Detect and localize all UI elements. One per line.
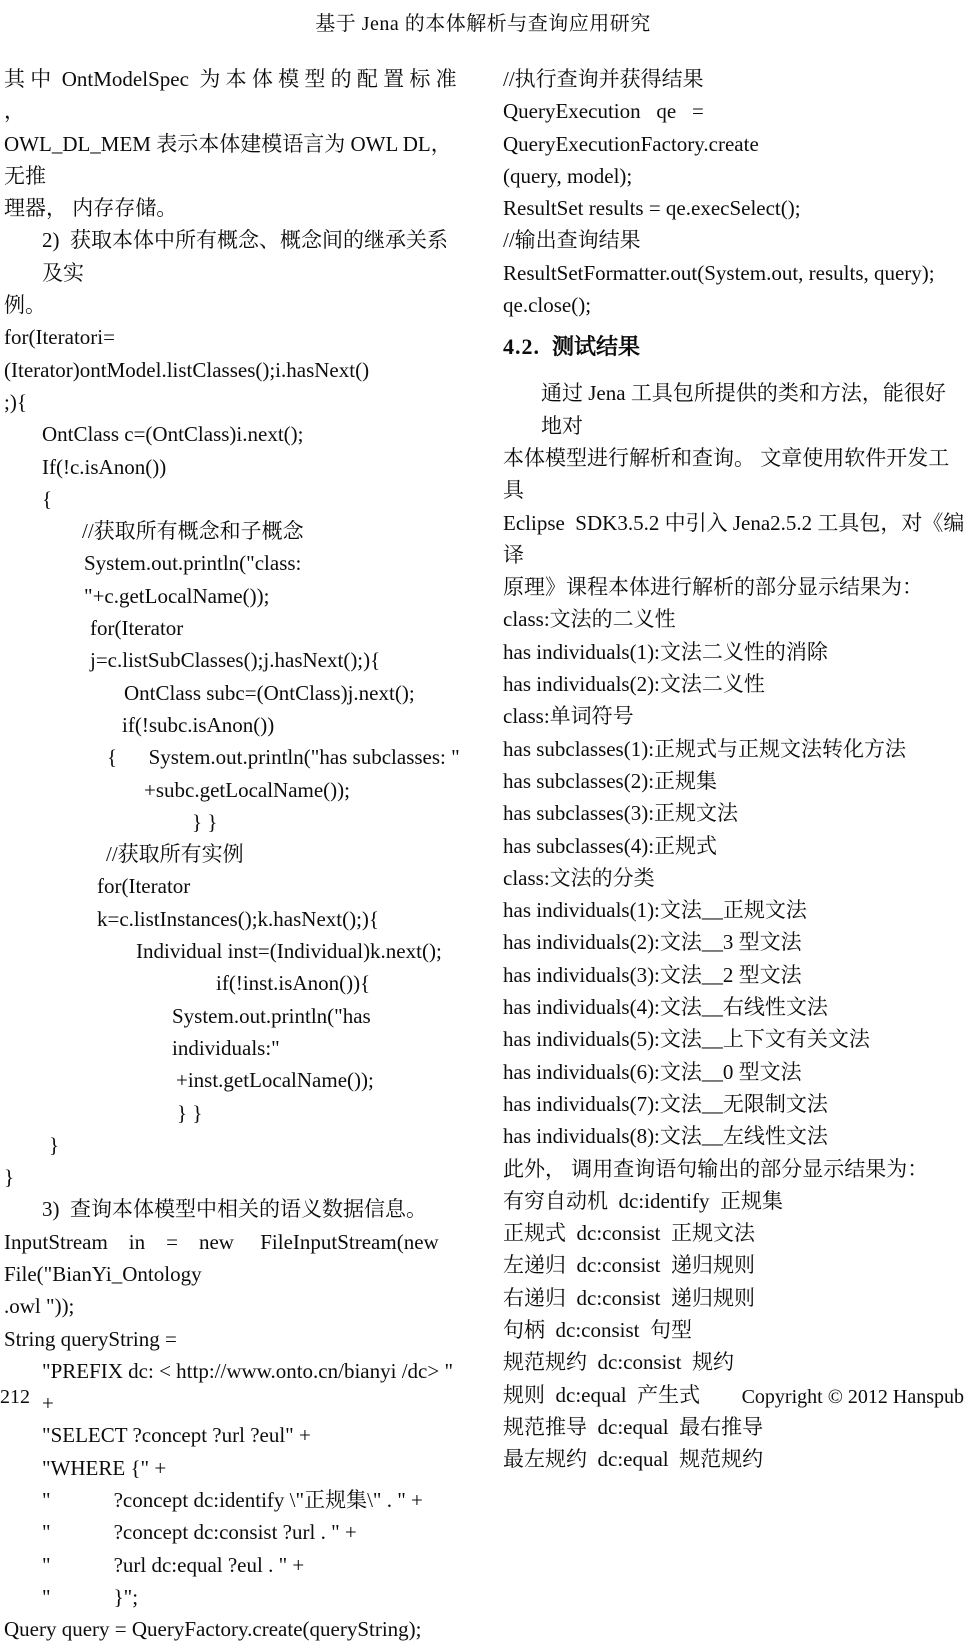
text-line: } } [177,1100,203,1125]
text-line: //执行查询并获得结果 [503,67,704,91]
text-line: { System.out.println("has subclasses: " [107,745,460,770]
text-line: has individuals(5):文法__上下文有关文法 [503,1027,870,1052]
text-line: Query query = QueryFactory.create(queryString); [4,1617,422,1642]
text-line: has individuals(2):文法__3 型文法 [503,930,802,955]
text-line: class:文法的分类 [503,865,655,890]
text-line: } [4,1165,15,1190]
text-line: has subclasses(3):正规文法 [503,801,739,826]
text-line: OntClass subc=(OntClass)j.next(); [124,680,415,705]
text-line: "WHERE {" + [42,1455,167,1480]
text-line: qe.close(); [503,293,592,318]
text-line: "SELECT ?concept ?url ?eul" + [42,1423,311,1448]
text-line: OWL_DL_MEM 表示本体建模语言为 OWL DL，无推 [4,131,452,188]
text-line: " }"; [42,1584,139,1609]
text-line: } [49,1132,60,1157]
text-line: 规范推导 dc:equal 最右推导 [503,1414,764,1439]
text-line: 其 中 OntModelSpec 为 本 体 模 型 的 配 置 标 准 ， [4,67,462,124]
text-line: has individuals(7):文法__无限制文法 [503,1091,828,1116]
text-line: for(Iterator k=c.listInstances();k.hasNext();){ [97,874,380,931]
text-line: System.out.println("has individuals:" [172,1003,376,1060]
text-line: has individuals(3):文法__2 型文法 [503,962,802,987]
text-line: 规则 dc:equal 产生式 [503,1382,701,1407]
text-line: has subclasses(4):正规式 [503,833,718,858]
text-line: ResultSet results = qe.execSelect(); [503,196,801,221]
text-line: 例。 [4,293,46,318]
section-number: 4.2. [503,334,540,360]
page-title: 基于 Jena 的本体解析与查询应用研究 [315,13,651,35]
text-line: System.out.println("class: "+c.getLocalName()); [84,551,307,608]
text-line: has individuals(6):文法__0 型文法 [503,1059,802,1084]
text-line: ;){ [4,389,27,414]
text-line: 规范规约 dc:consist 规约 [503,1350,734,1375]
text-line: 此外， 调用查询语句输出的部分显示结果为： [503,1156,929,1181]
text-line: class:文法的二义性 [503,607,676,632]
text-line: 左递归 dc:consist 递归规则 [503,1253,755,1278]
text-line: has subclasses(2):正规集 [503,768,718,793]
text-line: 理器， 内存存储。 [4,196,178,221]
text-line: " ?concept dc:consist ?url . " + [42,1520,357,1545]
text-line: String queryString = [4,1326,177,1351]
text-line: if(!inst.isAnon()){ [216,971,371,996]
text-line: (query, model); [503,163,633,188]
text-line: has subclasses(1):正规式与正规文法转化方法 [503,736,907,761]
text-line: " ?concept dc:identify \"正规集\" . " + [42,1488,423,1513]
text-line: If(!c.isAnon()) [42,454,167,479]
text-line: .owl ")); [4,1294,75,1319]
text-line: has individuals(1):文法二义性的消除 [503,639,828,664]
section-heading [503,330,966,363]
code-block-query-execution [503,63,966,321]
text-line: //获取所有实例 [106,842,244,867]
text-line: 右递归 dc:consist 递归规则 [503,1285,755,1310]
text-line: 正规式 dc:consist 正规文法 [503,1221,755,1246]
text-line: ResultSetFormatter.out(System.out, results, query); [503,260,935,285]
text-line: if(!subc.isAnon()) [122,712,275,737]
text-line: 句柄 dc:consist 句型 [503,1317,692,1342]
text-line: //获取所有概念和子概念 [82,519,304,544]
text-line: "PREFIX dc: < http://www.onto.cn/bianyi /dc> " + [42,1358,459,1416]
text-line: 通过 Jena 工具包所提供的类和方法，能很好地对 [541,381,946,438]
text-line: +subc.getLocalName()); [144,777,351,802]
text-line: for(Iteratori=(Iterator)ontModel.listClasses();i.hasNext() [4,325,370,382]
text-line: 最左规约 dc:equal 规范规约 [503,1447,764,1472]
text-line: //输出查询结果 [503,228,641,253]
text-line: 2) 获取本体中所有概念、概念间的继承关系及实 [42,228,448,285]
text-line: Eclipse SDK3.5.2 中引入 Jena2.5.2 工具包，对《编译 [503,510,965,567]
text-line: 有穷自动机 dc:identify 正规集 [503,1188,783,1213]
text-line: +inst.getLocalName()); [176,1068,374,1093]
text-line: File("BianYi_Ontology [4,1261,202,1286]
text-line: OntClass c=(OntClass)i.next(); [42,422,304,447]
text-line: has individuals(4):文法__右线性文法 [503,995,828,1020]
text-line: { [42,486,53,511]
text-line: class:单词符号 [503,704,634,729]
text-line: 原理》课程本体进行解析的部分显示结果为： [503,575,923,600]
text-line: for(Iterator j=c.listSubClasses();j.hasNext();){ [90,616,381,673]
text-line: has individuals(2):文法二义性 [503,672,765,697]
text-line: InputStream in = new FileInputStream(new [4,1229,439,1254]
text-line: QueryExecution qe = QueryExecutionFactory.create [503,99,759,156]
text-line: Individual inst=(Individual)k.next(); [136,939,442,964]
copyright: Copyright © 2012 Hanspub [741,1386,964,1408]
text-line: 3) 查询本体模型中相关的语义数据信息。 [42,1197,427,1222]
section-title: 测试结果 [552,334,641,360]
page-number: 212 [0,1386,30,1408]
text-line: " ?url dc:equal ?eul . " + [42,1552,305,1577]
page-footer [0,1386,964,1409]
text-line: } } [192,809,218,834]
results-block [503,377,966,1475]
text-line: has individuals(8):文法__左线性文法 [503,1124,828,1149]
text-line: 本体模型进行解析和查询。 文章使用软件开发工具 [503,445,950,503]
text-line: has individuals(1):文法__正规文法 [503,898,807,923]
